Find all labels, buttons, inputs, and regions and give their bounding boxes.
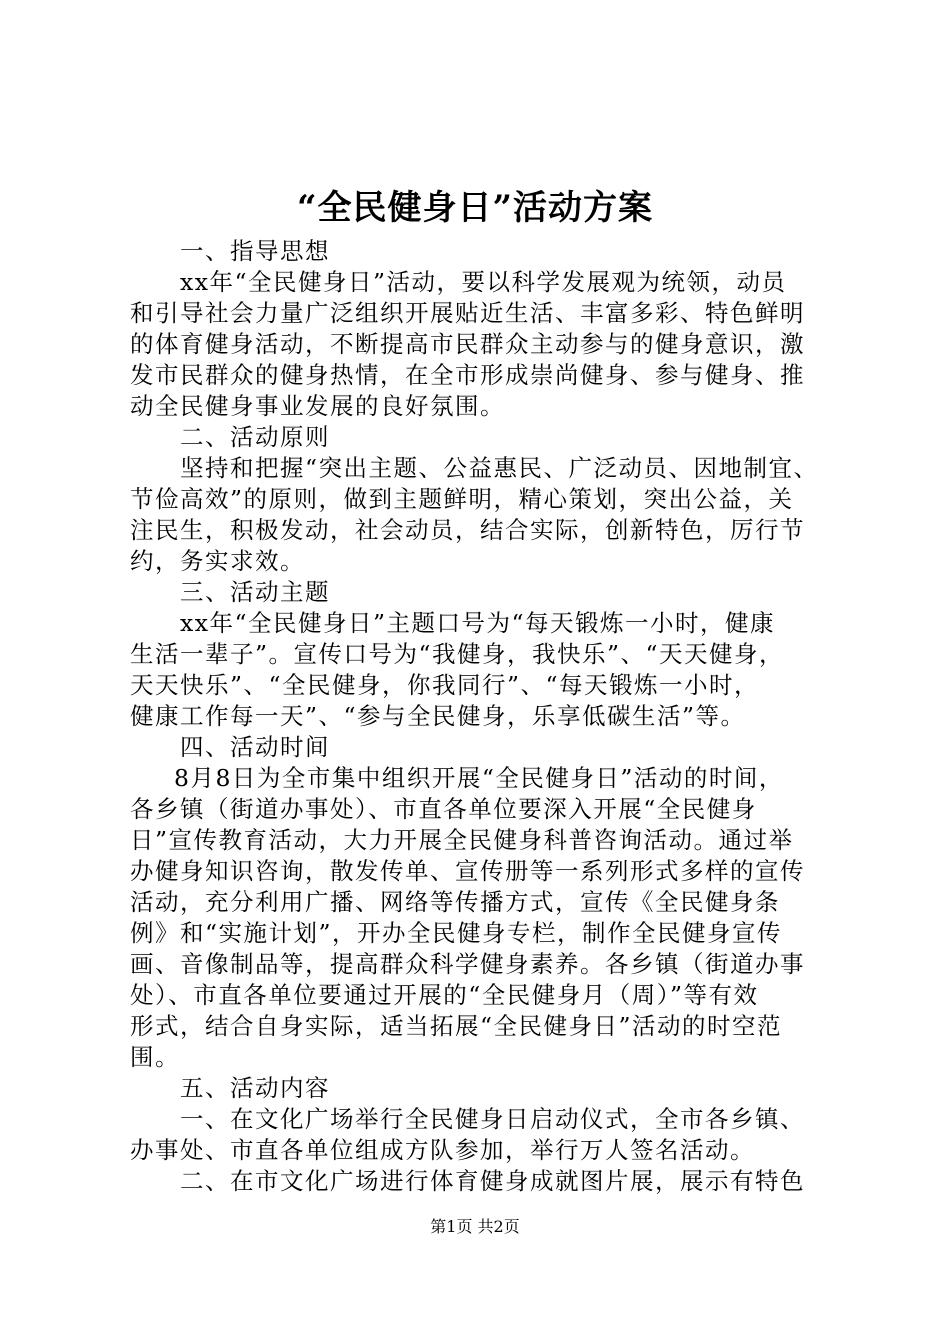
- paragraph-line: 各乡镇（街道办事处）、市直各单位要深入开展“全民健身: [130, 795, 757, 823]
- paragraph-line: 办健身知识咨询，散发传单、宣传册等一系列形式多样的宣传: [130, 857, 805, 885]
- paragraph-line: 发市民群众的健身热情，在全市形成崇尚健身、参与健身、推: [130, 361, 805, 389]
- section-heading: 四、活动时间: [180, 733, 330, 761]
- paragraph-line: 坚持和把握“突出主题、公益惠民、广泛动员、因地制宜、: [180, 454, 819, 482]
- paragraph-line: 的体育健身活动，不断提高市民群众主动参与的健身意识，激: [130, 330, 805, 358]
- paragraph-line: 例》和“实施计划”，开办全民健身专栏，制作全民健身宣传: [130, 919, 783, 947]
- section-heading: 一、指导思想: [180, 237, 330, 265]
- section-heading: 五、活动内容: [180, 1074, 330, 1102]
- paragraph-line: xx年“全民健身日”活动，要以科学发展观为统领，动员: [180, 268, 787, 296]
- paragraph-line: 围。: [130, 1043, 180, 1071]
- section-heading: 二、活动原则: [180, 423, 330, 451]
- paragraph-line: 天天快乐”、“全民健身，你我同行”、“每天锻炼一小时，: [130, 671, 760, 699]
- paragraph-line: 画、音像制品等，提高群众科学健身素养。各乡镇（街道办事: [130, 950, 805, 978]
- paragraph-line: 动全民健身事业发展的良好氛围。: [130, 392, 505, 420]
- paragraph-line: 处）、市直各单位要通过开展的“全民健身月（周）”等有效: [130, 981, 759, 1009]
- page-number: 第1页 共2页: [430, 1217, 520, 1236]
- document-body: [130, 236, 830, 1197]
- paragraph-line: 健康工作每一天”、“参与全民健身，乐享低碳生活”等。: [130, 702, 746, 730]
- paragraph-line: 活动，充分利用广播、网络等传播方式，宣传《全民健身条: [130, 888, 780, 916]
- paragraph-line: 一、在文化广场举行全民健身日启动仪式，全市各乡镇、: [180, 1105, 805, 1133]
- paragraph-line: 日”宣传教育活动，大力开展全民健身科普咨询活动。通过举: [130, 826, 794, 854]
- paragraph-line: xx年“全民健身日”主题口号为“每天锻炼一小时，健康: [180, 609, 776, 637]
- paragraph-line: 8月8日为全市集中组织开展“全民健身日”活动的时间，: [174, 764, 784, 792]
- paragraph-line: 生活一辈子”。宣传口号为“我健身，我快乐”、“天天健身，: [130, 640, 785, 668]
- paragraph-line: 节俭高效”的原则，做到主题鲜明，精心策划，突出公益，关: [130, 485, 794, 513]
- paragraph-line: 形式，结合自身实际，适当拓展“全民健身日”活动的时空范: [130, 1012, 783, 1040]
- paragraph-line: 二、在市文化广场进行体育健身成就图片展，展示有特色: [180, 1167, 805, 1195]
- paragraph-line: 办事处、市直各单位组成方队参加，举行万人签名活动。: [130, 1136, 755, 1164]
- document-title: “全民健身日”活动方案: [296, 188, 654, 228]
- paragraph-line: 和引导社会力量广泛组织开展贴近生活、丰富多彩、特色鲜明: [130, 299, 805, 327]
- paragraph-line: 注民生，积极发动，社会动员，结合实际，创新特色，厉行节: [130, 516, 805, 544]
- section-heading: 三、活动主题: [180, 578, 330, 606]
- paragraph-line: 约，务实求效。: [130, 547, 305, 575]
